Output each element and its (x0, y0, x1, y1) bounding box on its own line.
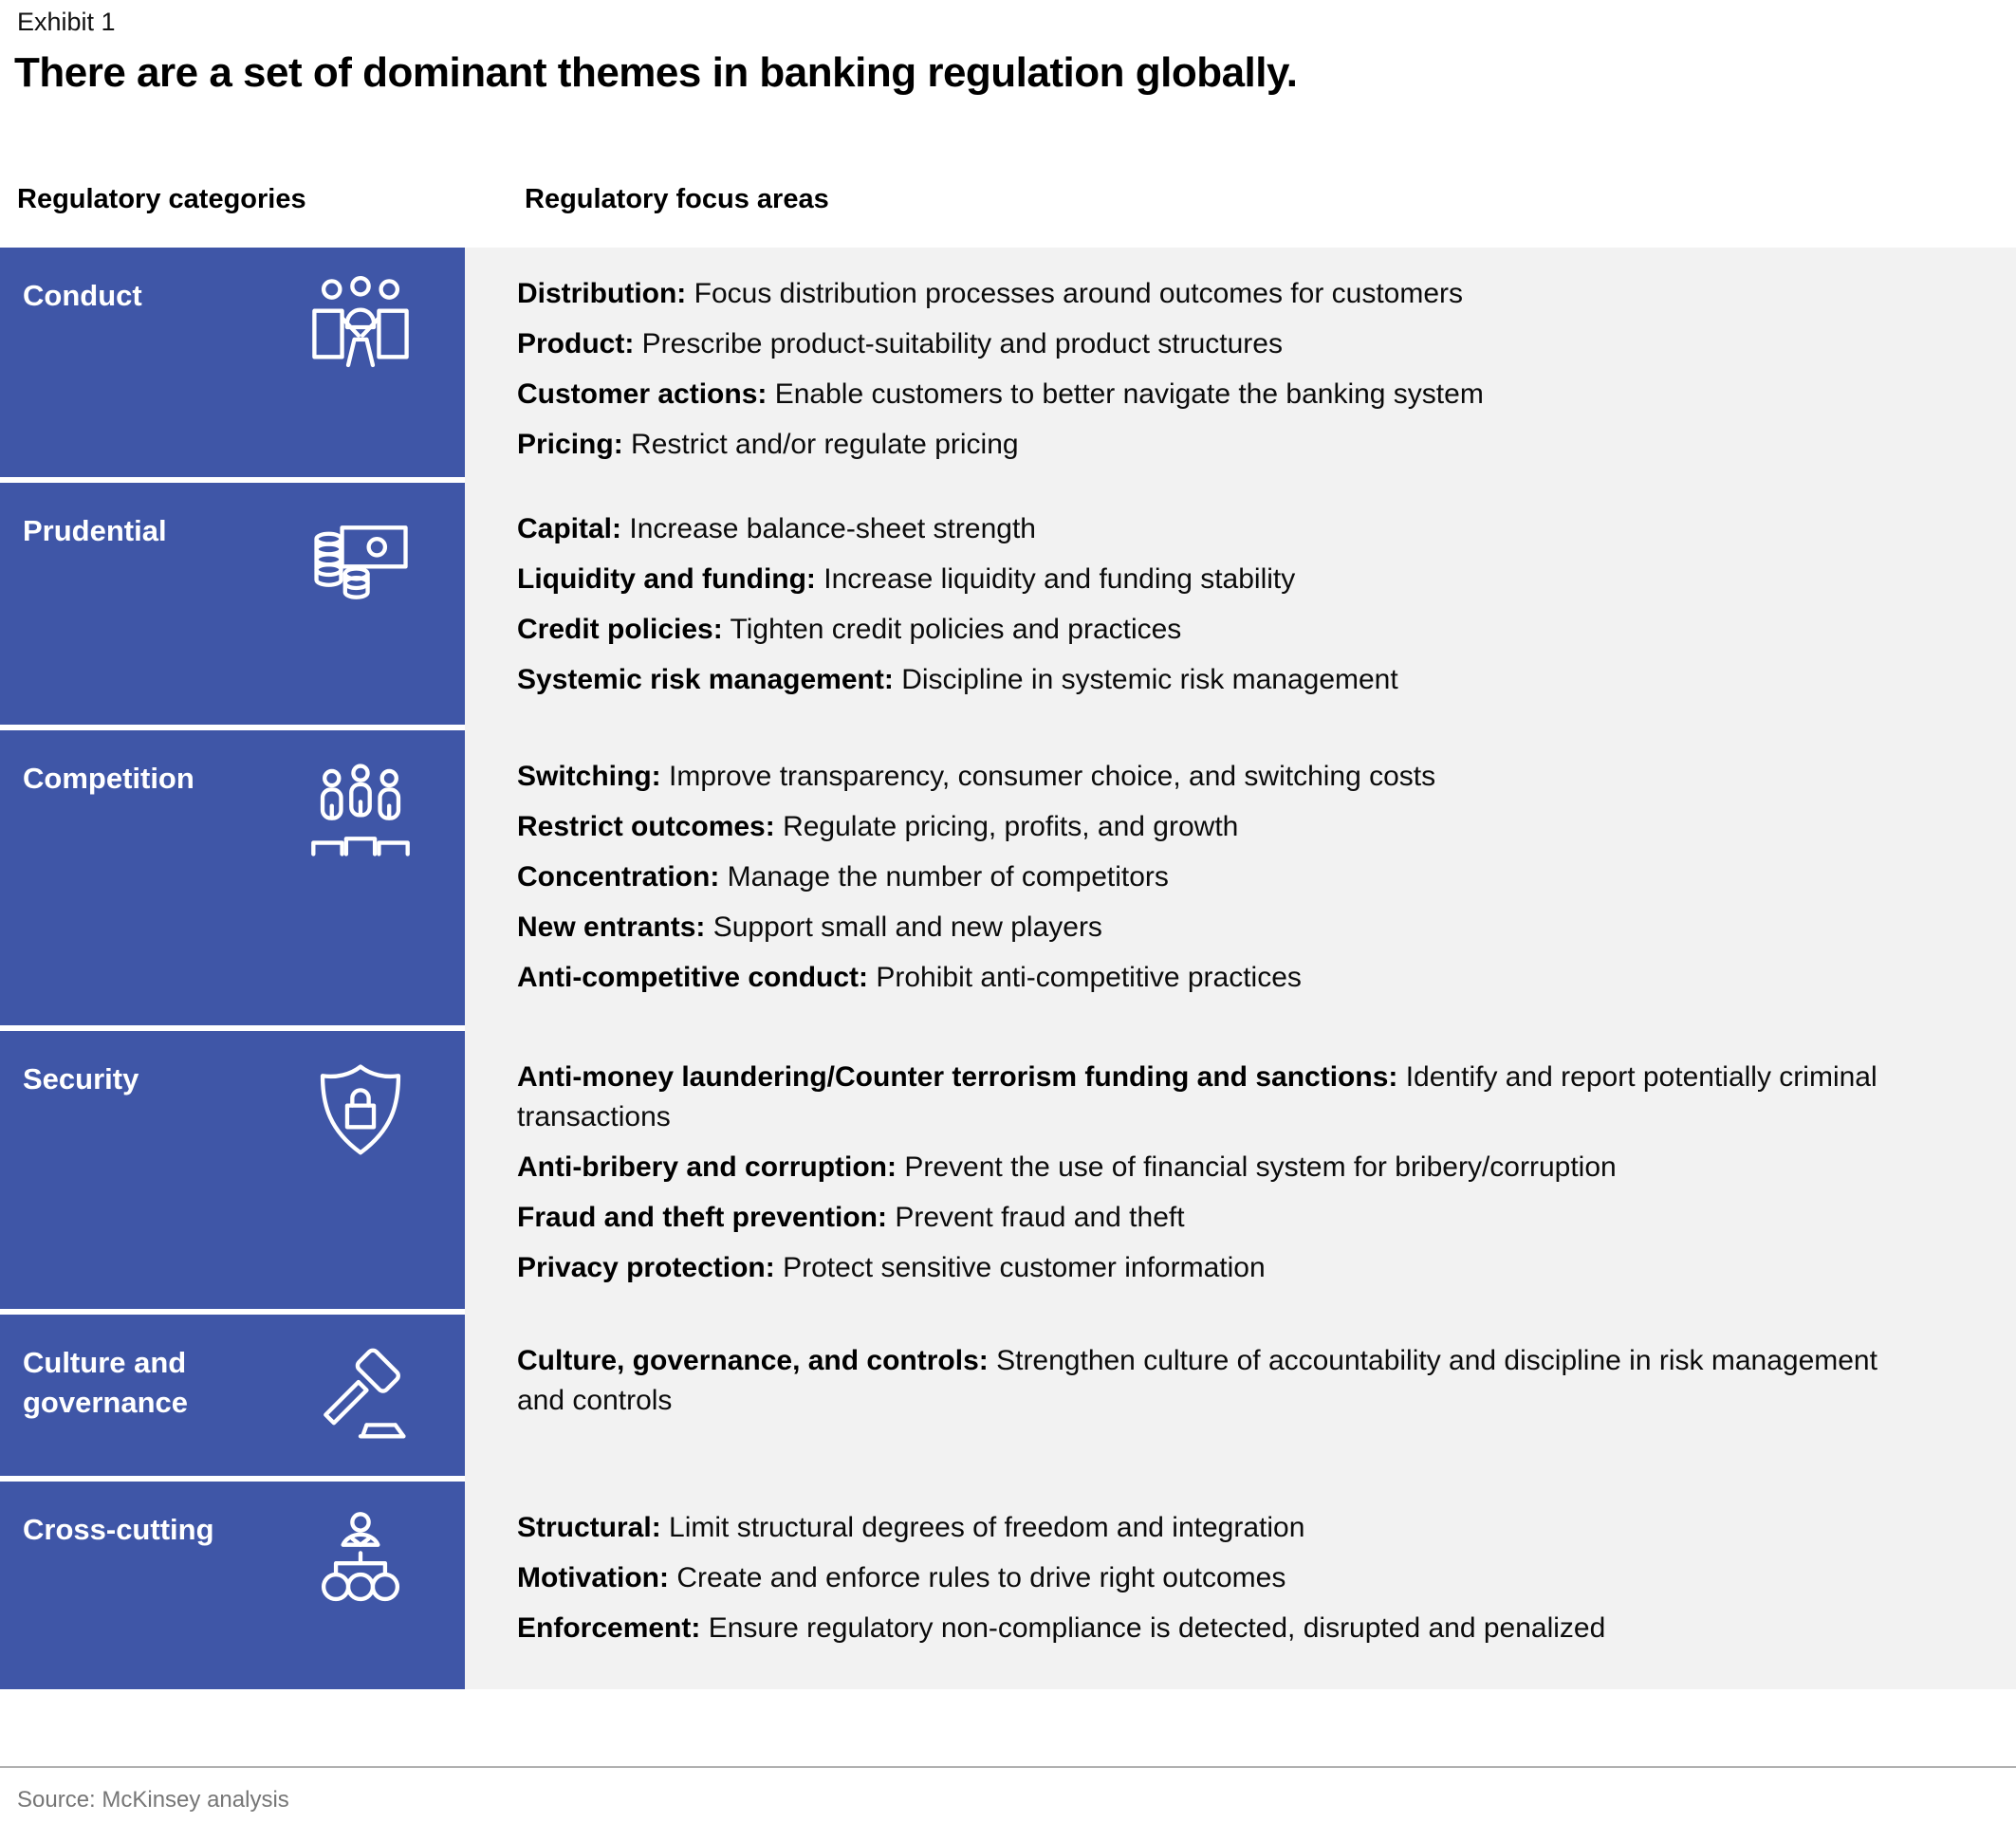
focus-term: Capital: (517, 513, 622, 544)
category-card-culture (0, 1315, 465, 1476)
focus-term: Privacy protection: (517, 1252, 775, 1283)
focus-term: Switching: (517, 761, 661, 792)
focus-desc: Restrict and/or regulate pricing (631, 429, 1019, 460)
focus-item (517, 1198, 1893, 1238)
focus-item (517, 324, 1893, 364)
money-icon (309, 511, 412, 614)
categories-column (0, 248, 465, 1689)
focus-area-competition (465, 730, 2016, 1031)
people-group-icon (309, 759, 412, 861)
focus-term: Concentration: (517, 861, 720, 893)
focus-area-culture (465, 1315, 2016, 1482)
focus-desc: Regulate pricing, profits, and growth (783, 811, 1239, 842)
focus-desc: Prevent fraud and theft (895, 1202, 1185, 1233)
focus-item (517, 1058, 1893, 1137)
focus-term: Liquidity and funding: (517, 563, 816, 595)
focus-area-prudential (465, 483, 2016, 730)
focus-term: Fraud and theft prevention: (517, 1202, 887, 1233)
focus-area-security (465, 1031, 2016, 1315)
focus-item (517, 274, 1893, 314)
focus-desc: Create and enforce rules to drive right outcomes (676, 1562, 1286, 1593)
shield-lock-icon (309, 1059, 412, 1162)
category-label: Culture and governance (23, 1346, 189, 1419)
focus-term: Pricing: (517, 429, 623, 460)
page-title: There are a set of dominant themes in banking regulation globally. (14, 49, 1298, 96)
focus-item (517, 560, 1893, 599)
category-card-competition (0, 730, 465, 1025)
focus-area-crosscutting (465, 1482, 2016, 1689)
focus-item (517, 958, 1893, 998)
focus-term: Enforcement: (517, 1612, 701, 1644)
focus-areas-column (465, 248, 2016, 1689)
category-card-prudential (0, 483, 465, 725)
focus-item (517, 375, 1893, 414)
focus-item (517, 807, 1893, 847)
focus-term: Anti-competitive conduct: (517, 962, 869, 993)
focus-desc: Prohibit anti-competitive practices (876, 962, 1302, 993)
focus-item (517, 425, 1893, 465)
focus-item (517, 908, 1893, 948)
category-card-security (0, 1031, 465, 1309)
org-chart-icon (309, 1510, 412, 1612)
focus-item (517, 1558, 1893, 1598)
focus-desc: Increase balance-sheet strength (629, 513, 1036, 544)
focus-item (517, 857, 1893, 897)
focus-term: Systemic risk management: (517, 664, 894, 695)
column-header-focus-areas: Regulatory focus areas (525, 184, 829, 214)
focus-desc: Protect sensitive customer information (783, 1252, 1266, 1283)
focus-desc: Increase liquidity and funding stability (823, 563, 1296, 595)
focus-area-conduct (465, 248, 2016, 483)
focus-desc: Improve transparency, consumer choice, and switching costs (669, 761, 1436, 792)
focus-term: Anti-bribery and corruption: (517, 1151, 897, 1183)
category-label: Prudential (23, 514, 167, 547)
focus-desc: Enable customers to better navigate the banking system (774, 378, 1484, 410)
focus-item (517, 610, 1893, 650)
source-note: Source: McKinsey analysis (17, 1787, 289, 1813)
focus-term: Product: (517, 328, 635, 359)
category-label: Cross-cutting (23, 1513, 214, 1546)
meeting-icon (309, 276, 412, 378)
category-label: Conduct (23, 279, 142, 312)
focus-item (517, 1609, 1893, 1648)
focus-term: Structural: (517, 1512, 661, 1543)
focus-item (517, 509, 1893, 549)
category-card-crosscutting (0, 1482, 465, 1689)
focus-desc: Prescribe product-suitability and product structures (641, 328, 1283, 359)
focus-desc: Tighten credit policies and practices (730, 614, 1182, 645)
focus-desc: Manage the number of competitors (727, 861, 1169, 893)
focus-term: Credit policies: (517, 614, 723, 645)
focus-term: Distribution: (517, 278, 687, 309)
focus-term: Customer actions: (517, 378, 768, 410)
focus-desc: Identify and report potentially criminal transactions (517, 1061, 1877, 1132)
column-header-categories: Regulatory categories (17, 184, 306, 214)
category-label: Security (23, 1062, 139, 1095)
focus-desc: Focus distribution processes around outcomes for customers (694, 278, 1464, 309)
focus-term: Motivation: (517, 1562, 669, 1593)
exhibit-label: Exhibit 1 (17, 8, 116, 36)
focus-term: New entrants: (517, 911, 706, 943)
footer-divider (0, 1766, 2016, 1768)
focus-desc: Prevent the use of financial system for bribery/corruption (904, 1151, 1617, 1183)
focus-desc: Ensure regulatory non-compliance is detected, disrupted and penalized (708, 1612, 1606, 1644)
focus-term: Culture, governance, and controls: (517, 1345, 989, 1376)
focus-item (517, 1248, 1893, 1288)
focus-item (517, 1508, 1893, 1548)
focus-desc: Limit structural degrees of freedom and integration (669, 1512, 1305, 1543)
gavel-icon (309, 1343, 412, 1445)
focus-desc: Discipline in systemic risk management (901, 664, 1398, 695)
category-card-conduct (0, 248, 465, 477)
focus-term: Anti-money laundering/Counter terrorism funding and sanctions: (517, 1061, 1398, 1093)
focus-desc: Support small and new players (712, 911, 1102, 943)
category-label: Competition (23, 762, 194, 795)
focus-item (517, 1341, 1893, 1421)
focus-item (517, 1148, 1893, 1187)
focus-item (517, 757, 1893, 797)
focus-desc: Strengthen culture of accountability and discipline in risk management and controls (517, 1345, 1877, 1416)
focus-term: Restrict outcomes: (517, 811, 775, 842)
focus-item (517, 660, 1893, 700)
regulation-table (0, 248, 2016, 1689)
